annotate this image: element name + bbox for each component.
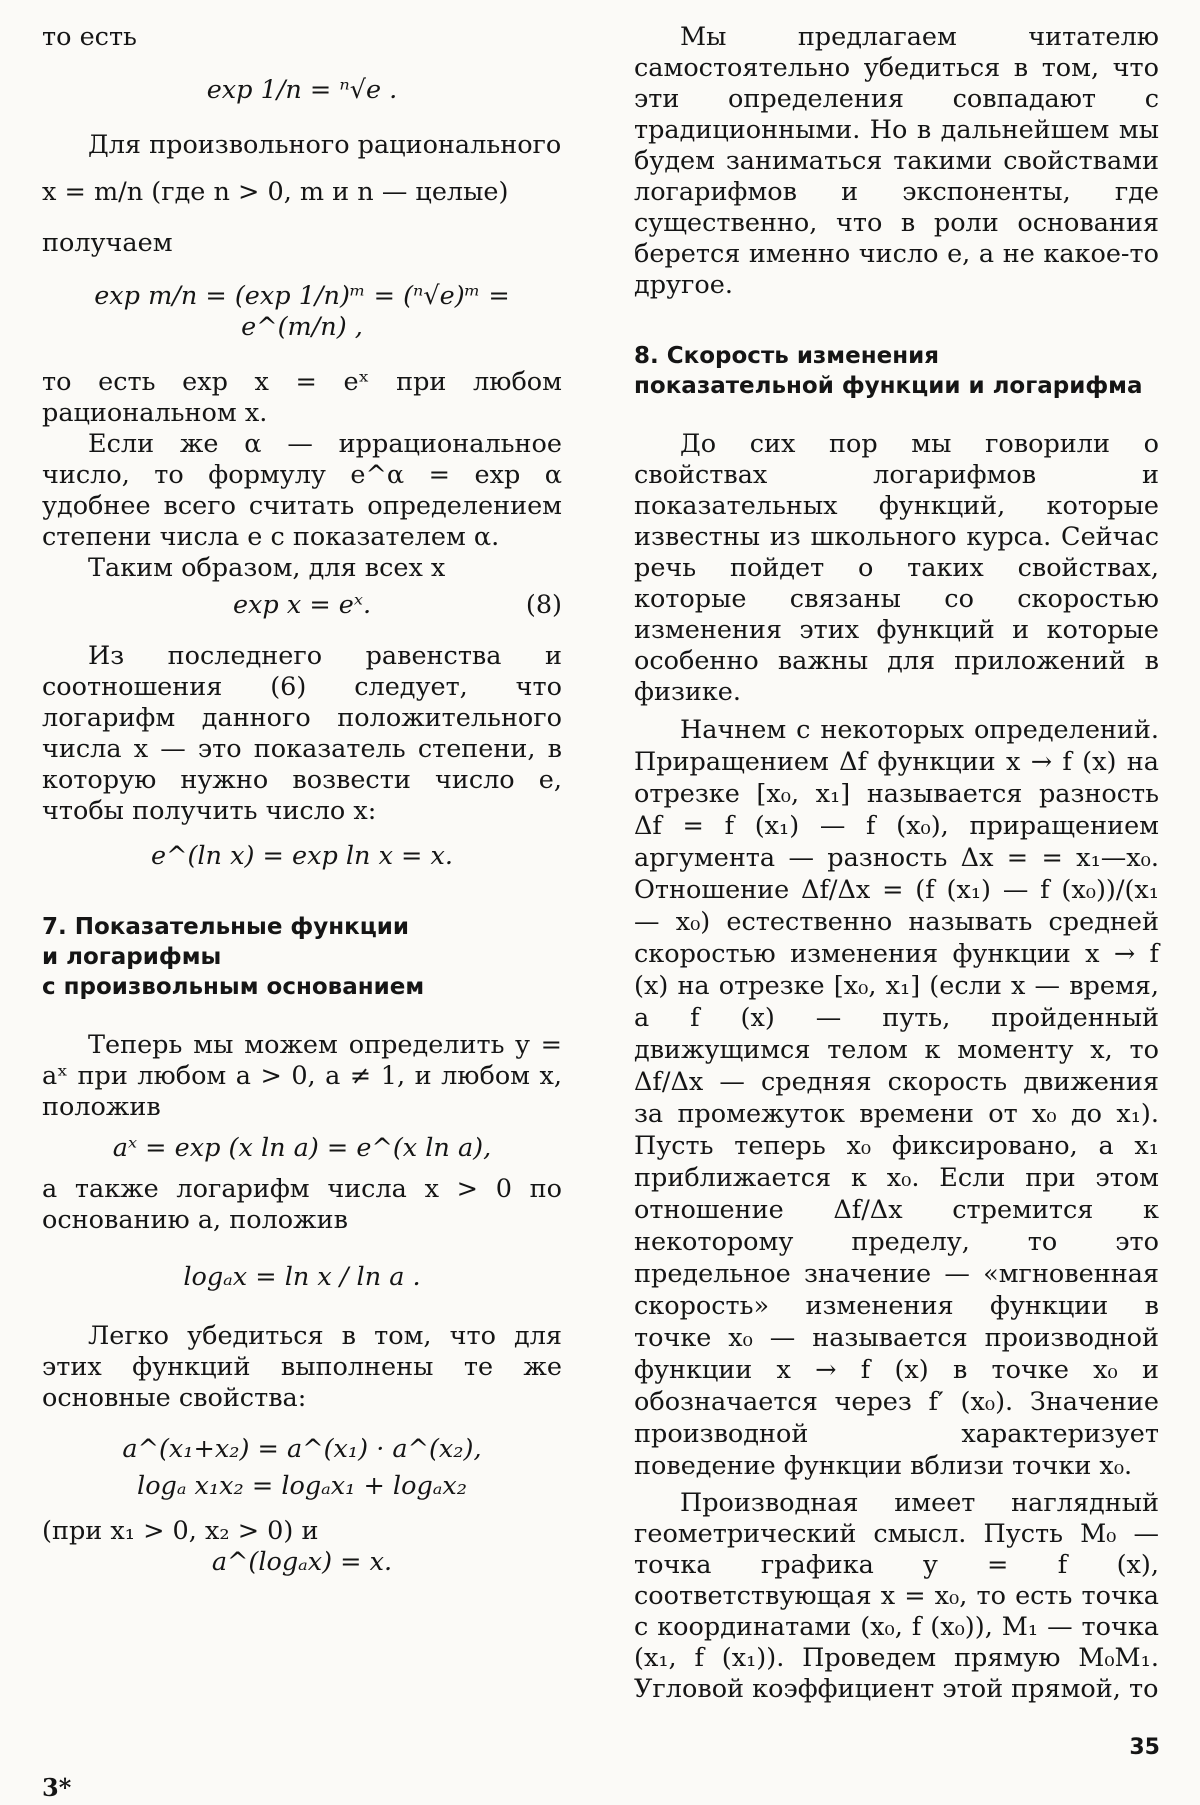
section-8-title-line-2: показательной функции и логарифма — [634, 373, 1143, 399]
section-7-title-line-1: 7. Показательные функции — [42, 914, 410, 940]
section-7-heading — [42, 912, 562, 1002]
section-8-title-line-1: 8. Скорость изменения — [634, 343, 939, 369]
equation-number-8: (8) — [525, 590, 562, 620]
text-iz-poslednego: Из последнего равенства и соотношения (6) следует, что логарифм данного положительного числа x — это показатель степени, в которую нужно возвести число e, чтобы получить число x: — [42, 641, 562, 826]
text-arbitrary-rational: Для произвольного рационального — [88, 130, 562, 160]
text-irrational: Если же α — иррациональное число, то формулу e^α = exp α удобнее всего считать определением степени числа e с показателем α. — [42, 429, 562, 552]
text-takim: Таким образом, для всех x — [88, 553, 446, 583]
equation-exp-mn: exp m/n = (exp 1/n)ᵐ = (ⁿ√e)ᵐ = e^(m/n) , — [94, 281, 510, 342]
text-takzhe: а также логарифм числа x > 0 по основанию a, положив — [42, 1174, 562, 1235]
text-x-mn: x = m/n (где n > 0, m и n — целые) — [42, 177, 509, 207]
equation-prop-1: a^(x₁+x₂) = a^(x₁) · a^(x₂), — [122, 1434, 482, 1464]
text-my-predlagaem: Мы предлагаем читателю самостоятельно убедиться в том, что эти определения совпадают с традиционными. Но в дальнейшем мы будем заниматься такими свойствами логарифмов и экспоненты, где существенно, что в роли основания берется именно число e, а не какое-то другое. — [634, 22, 1159, 300]
equation-8: exp x = eˣ. — [232, 590, 372, 620]
equation-ax: aˣ = exp (x ln a) = e^(x ln a), — [112, 1133, 492, 1163]
printer-signature-mark: 3* — [42, 1773, 72, 1802]
equation-exp-1n: exp 1/n = ⁿ√e . — [206, 75, 398, 105]
text-to-est: то есть — [42, 22, 137, 52]
equation-prop-2: logₐ x₁x₂ = logₐx₁ + logₐx₂ — [137, 1471, 467, 1501]
section-7-title-line-3: с произвольным основанием — [42, 974, 425, 1000]
equation-eln: e^(ln x) = exp ln x = x. — [150, 841, 454, 871]
equation-prop-3: a^(logₐx) = x. — [211, 1547, 393, 1577]
equation-log: logₐx = ln x / ln a . — [183, 1262, 421, 1292]
text-proizvodnaya: Производная имеет наглядный геометрический смысл. Пусть M₀ — точка графика y = f (x), соответствующая x = x₀, то есть точка с координатами (x₀, f (x₀)), M₁ — точка (x₁, f (x₁)). Проведем прямую M₀M₁. Угловой коэффициент этой прямой, то — [634, 1488, 1159, 1704]
text-poluchaem: получаем — [42, 228, 173, 258]
equation-8-row — [42, 590, 562, 621]
text-do-sih: До сих пор мы говорили о свойствах логарифмов и показательных функций, которые известны из школьного курса. Сейчас речь пойдет о таких свойствах, которые связаны со скоростью изменения этих функций и которые особенно важны для приложений в физике. — [634, 429, 1159, 707]
text-pri: (при x₁ > 0, x₂ > 0) и — [42, 1516, 319, 1546]
section-8-heading — [634, 341, 1159, 401]
section-7-title-line-2: и логарифмы — [42, 944, 222, 970]
text-nachnem: Начнем с некоторых определений. Приращением Δf функции x → f (x) на отрезке [x₀, x₁] называется разность Δf = f (x₁) — f (x₀), приращением аргумента — разность Δx = = x₁—x₀. Отношение Δf/Δx = (f (x₁) — f (x₀))/(x₁ — x₀) естественно называть средней скоростью изменения функции x → f (x) на отрезке [x₀, x₁] (если x — время, а f (x) — путь, пройденный движущимся телом к моменту x, то Δf/Δx — средняя скорость движения за промежуток времени от x₀ до x₁). Пусть теперь x₀ фиксировано, а x₁ приближается к x₀. Если при этом отношение Δf/Δx стремится к некоторому пределу, то это предельное значение — «мгновенная скорость» изменения функции в точке x₀ — называется производной функции x → f (x) в точке x₀ и обозначается через f′ (x₀). Значение производной характеризует поведение функции вблизи точки x₀. — [634, 715, 1159, 1481]
right-column — [634, 22, 1159, 1705]
text-legko: Легко убедиться в том, что для этих функций выполнены те же основные свойства: — [42, 1321, 562, 1413]
page-number: 35 — [1129, 1735, 1160, 1760]
left-column — [42, 22, 562, 1578]
text-to-est-exp: то есть exp x = eˣ при любом рациональном x. — [42, 367, 562, 428]
text-teper: Теперь мы можем определить y = aˣ при любом a > 0, a ≠ 1, и любом x, положив — [42, 1030, 562, 1122]
